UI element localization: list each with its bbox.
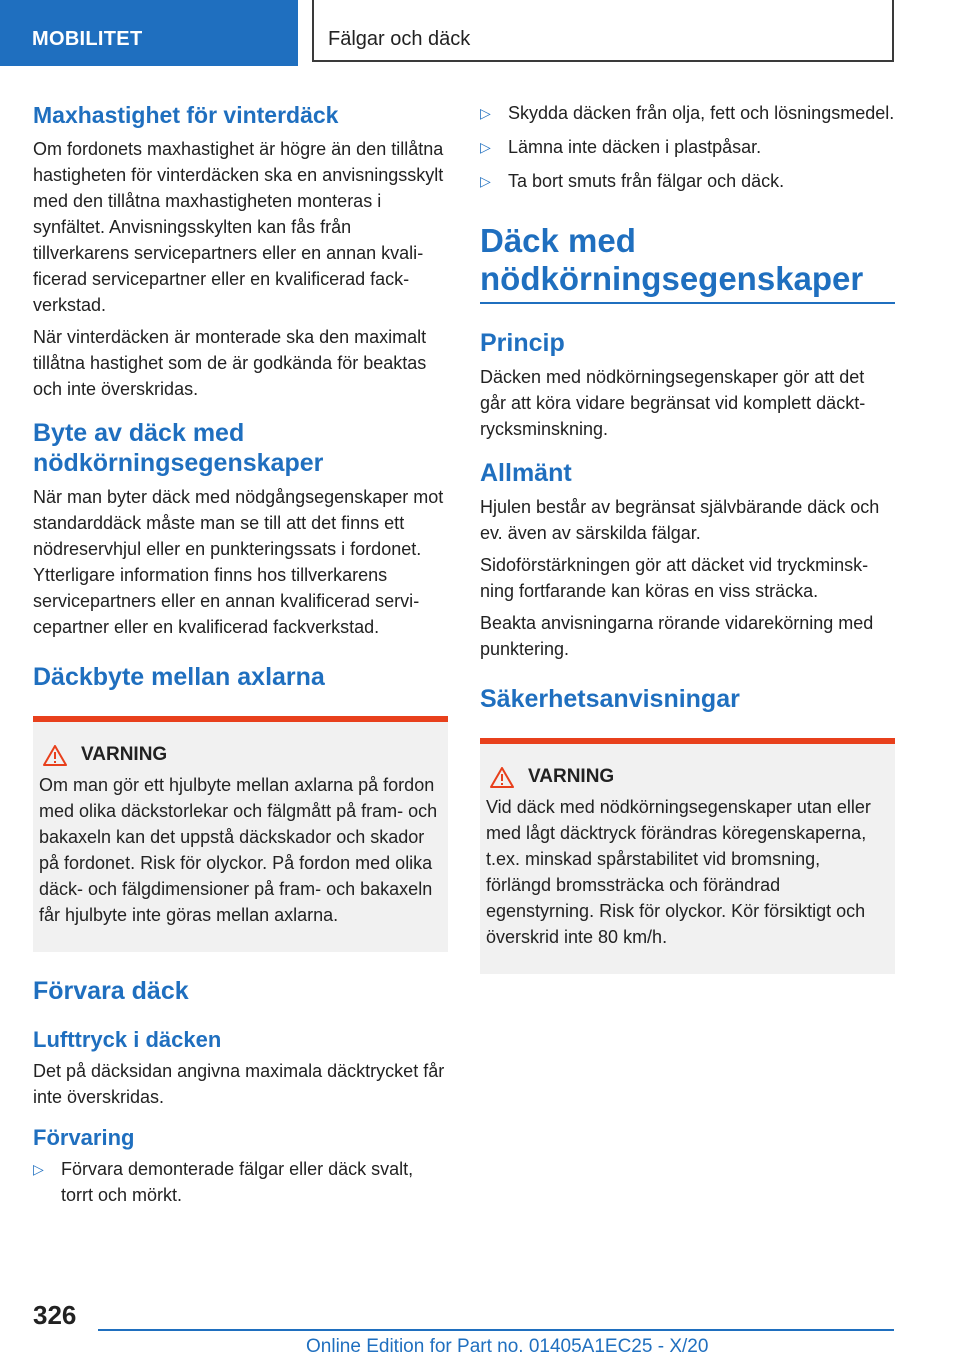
page-number: 326 bbox=[33, 1300, 77, 1330]
list-item: ▷ Skydda däcken från olja, fett och lösningsmedel. bbox=[480, 100, 895, 126]
paragraph-princip: Däcken med nödkörningsegenskaper gör att det går att köra vidare begränsat vid komplett däcktrycksminskning. bbox=[480, 367, 866, 439]
heading-forvaring: Förvaring bbox=[33, 1125, 135, 1150]
bullet-triangle-icon: ▷ bbox=[33, 1161, 44, 1177]
paragraph-allmant-1: Hjulen består av begränsat självbärande däck och ev. även av särskilda fälgar. bbox=[480, 497, 880, 543]
heading-princip: Princip bbox=[480, 329, 565, 357]
list-item: ▷ Lämna inte däcken i plastpåsar. bbox=[480, 134, 895, 160]
footer-rule bbox=[98, 1329, 894, 1331]
warning-text: Vid däck med nödkörningsegenskaper utan eller med lågt däcktryck förändras köregenskaperna, t.ex. minskad spårstabilitet vid bromsning, förlängd bromssträcka och förändrad egenstyrning. Risk för olyckor. Kör försiktigt och överskrid inte 80 km/h. bbox=[486, 797, 871, 947]
heading-lufttryck: Lufttryck i däcken bbox=[33, 1027, 222, 1052]
warning-triangle-icon bbox=[43, 745, 67, 766]
paragraph-maxspeed-2: När vinterdäcken är monterade ska den maximalt tillåtna hastighet som de är godkända för beaktas och inte överskridas. bbox=[33, 327, 427, 399]
warning-text: Om man gör ett hjulbyte mellan axlarna på fordon med olika däckstorlekar och fälgmått på fram- och bakaxeln kan det uppstå däckskador och skador på fordonet. Risk för olyckor. På fordon med olika däck- och fälgdimensioner på fram- och bakaxeln får hjulbyte inte göras mellan axlarna. bbox=[39, 775, 438, 925]
bullet-triangle-icon: ▷ bbox=[480, 105, 491, 121]
list-care bbox=[480, 100, 895, 194]
paragraph-byte: När man byter däck med nödgångsegenskaper mot standarddäck måste man se till att det finns ett nödreservhjul eller en punkteringssats i fordonet. Ytterligare information finns hos tillverkarens servicepartners eller en annan kvalificerad servicepartner eller en kvalificerad fackverkstad. bbox=[33, 487, 444, 637]
heading-saker: Säkerhetsanvisningar bbox=[480, 685, 740, 713]
warning-triangle-icon bbox=[490, 767, 514, 788]
heading-axlar: Däckbyte mellan axlarna bbox=[33, 663, 325, 691]
footer-edition: Online Edition for Part no. 01405A1EC25 - X/20 bbox=[306, 1336, 709, 1357]
warning-title: VARNING bbox=[81, 744, 168, 765]
paragraph-lufttryck: Det på däcksidan angivna maximala däcktrycket får inte överskridas. bbox=[33, 1061, 445, 1107]
chapter-title: Fälgar och däck bbox=[328, 28, 471, 50]
heading-byte: Byte av däck med nödkörningsegenskaper bbox=[33, 419, 324, 477]
heading-main: Däck med nödkörningsegenskaper bbox=[480, 222, 864, 297]
section-tab bbox=[0, 0, 298, 66]
heading-allmant: Allmänt bbox=[480, 459, 572, 487]
list-item: ▷ Förvara demonterade fälgar eller däck svalt, torrt och mörkt. bbox=[33, 1156, 448, 1208]
section-title: MOBILITET bbox=[32, 28, 143, 50]
paragraph-maxspeed-1: Om fordonets maxhastighet är högre än den tillåtna hastigheten för vinterdäcken ska en anvisningsskylt med den tillåtna maxhastigheten monteras i synfältet. Anvisningsskylten kan fås från tillverkarens servicepartners eller en annan kvalificerad servicepartner eller en kvalificerad fackverkstad. bbox=[33, 139, 444, 315]
list-forvaring bbox=[33, 1156, 448, 1208]
chapter-tab bbox=[312, 0, 894, 62]
warning-box-saker bbox=[480, 738, 895, 974]
main-heading-block bbox=[480, 222, 895, 304]
warning-box-axlar bbox=[33, 716, 448, 952]
bullet-triangle-icon: ▷ bbox=[480, 173, 491, 189]
list-item: ▷ Ta bort smuts från fälgar och däck. bbox=[480, 168, 895, 194]
page-header bbox=[0, 0, 960, 66]
paragraph-allmant-3: Beakta anvisningarna rörande vidarekörning med punktering. bbox=[480, 613, 874, 659]
heading-maxspeed: Maxhastighet för vinterdäck bbox=[33, 102, 339, 128]
right-column bbox=[480, 100, 895, 974]
bullet-triangle-icon: ▷ bbox=[480, 139, 491, 155]
warning-title: VARNING bbox=[528, 766, 615, 787]
left-column bbox=[33, 100, 448, 1216]
paragraph-allmant-2: Sidoförstärkningen gör att däcket vid tryckminskning fortfarande kan köras en viss sträcka. bbox=[480, 555, 869, 601]
heading-forvara: Förvara däck bbox=[33, 977, 189, 1005]
